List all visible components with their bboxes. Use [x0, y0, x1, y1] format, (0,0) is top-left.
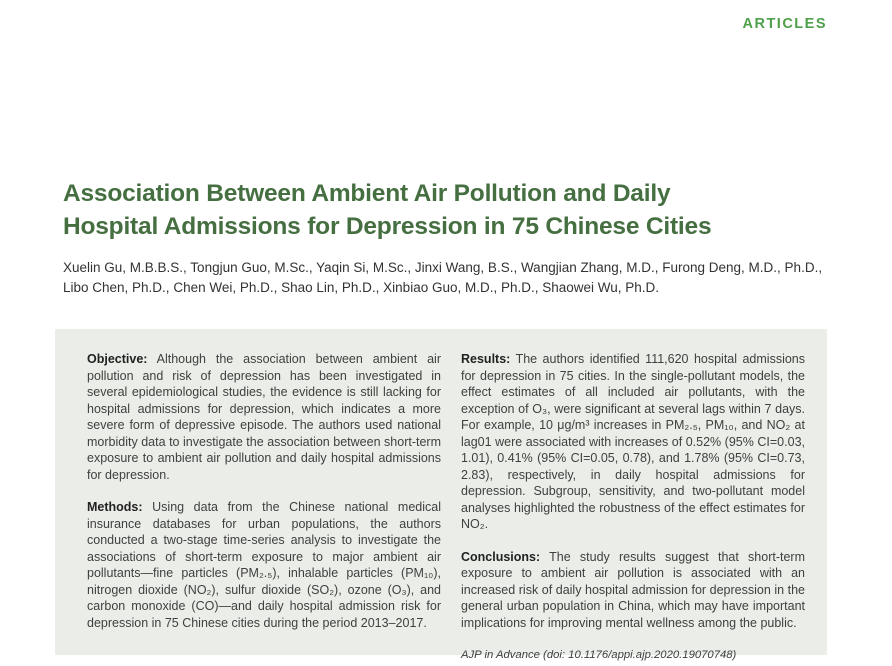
results-label: Results:	[461, 352, 511, 366]
abstract-left-column	[87, 351, 441, 655]
objective-label: Objective:	[87, 352, 148, 366]
article-title-line-1: Association Between Ambient Air Pollution and Daily	[63, 180, 671, 207]
methods-text: Using data from the Chinese national medical insurance databases for urban populations, the authors conducted a two-stage time-series analysis to investigate the associations of short-term exposure to major ambient air pollutants—fine particles (PM₂.₅), inhalable particles (PM₁₀), nitrogen dioxide (NO₂), sulfur dioxide (SO₂), ozone (O₃), and carbon monoxide (CO)—and daily hospital admission risk for depression in 75 Chinese cities during the period 2013–2017.	[87, 500, 441, 630]
article-title	[63, 177, 843, 243]
article-title-line-2: Hospital Admissions for Depression in 75 Chinese Cities	[63, 213, 712, 240]
articles-section-label: ARTICLES	[742, 16, 827, 32]
abstract-methods-paragraph	[87, 499, 441, 631]
author-list-line-2: Libo Chen, Ph.D., Chen Wei, Ph.D., Shao Lin, Ph.D., Xinbiao Guo, M.D., Ph.D., Shaowei Wu, Ph.D.	[63, 279, 660, 295]
author-list	[63, 258, 853, 297]
page-header	[743, 15, 828, 33]
methods-label: Methods:	[87, 500, 143, 514]
conclusions-text: The study results suggest that short-term exposure to ambient air pollution is associated with an increased risk of daily hospital admission for depression in the general urban population in China, which may have important implications for improving mental wellness among the public.	[461, 549, 805, 630]
abstract-box	[55, 329, 827, 661]
journal-citation: AJP in Advance (doi: 10.1176/appi.ajp.2020.19070748)	[461, 649, 737, 661]
abstract-results-paragraph	[461, 351, 805, 533]
abstract-conclusions-paragraph	[461, 549, 805, 632]
author-list-line-1: Xuelin Gu, M.B.B.S., Tongjun Guo, M.Sc., Yaqin Si, M.Sc., Jinxi Wang, B.S., Wangjian Zhang, M.D., Furong Deng, M.D., Ph.D.,	[63, 260, 823, 275]
results-text: The authors identified 111,620 hospital admissions for depression in 75 cities. In the single-pollutant models, the effect estimates of all included air pollutants, with the exception of O₃, were significant at several lags within 7 days. For example, 10 μg/m³ increases in PM₂.₅, PM₁₀, and NO₂ at lag01 were associated with increases of 0.52% (95% CI=0.03, 1.01), 0.41% (95% CI=0.05, 0.78), and 1.78% (95% CI=0.73, 2.83), respectively, in daily hospital admissions for depression. Subgroup, sensitivity, and two-pollutant model analyses highlighted the robustness of the effect estimates for NO₂.	[461, 352, 806, 531]
abstract-objective-paragraph	[87, 351, 441, 483]
objective-text: Although the association between ambient air pollution and risk of depression has been investigated in several epidemiological studies, the evidence is still lacking for hospital admissions for depression, which indicates a more severe form of depressive episode. The authors used national morbidity data to investigate the association between short-term exposure to ambient air pollution and daily hospital admissions for depression.	[87, 352, 441, 482]
abstract-right-column	[461, 351, 806, 661]
conclusions-label: Conclusions:	[461, 549, 541, 564]
